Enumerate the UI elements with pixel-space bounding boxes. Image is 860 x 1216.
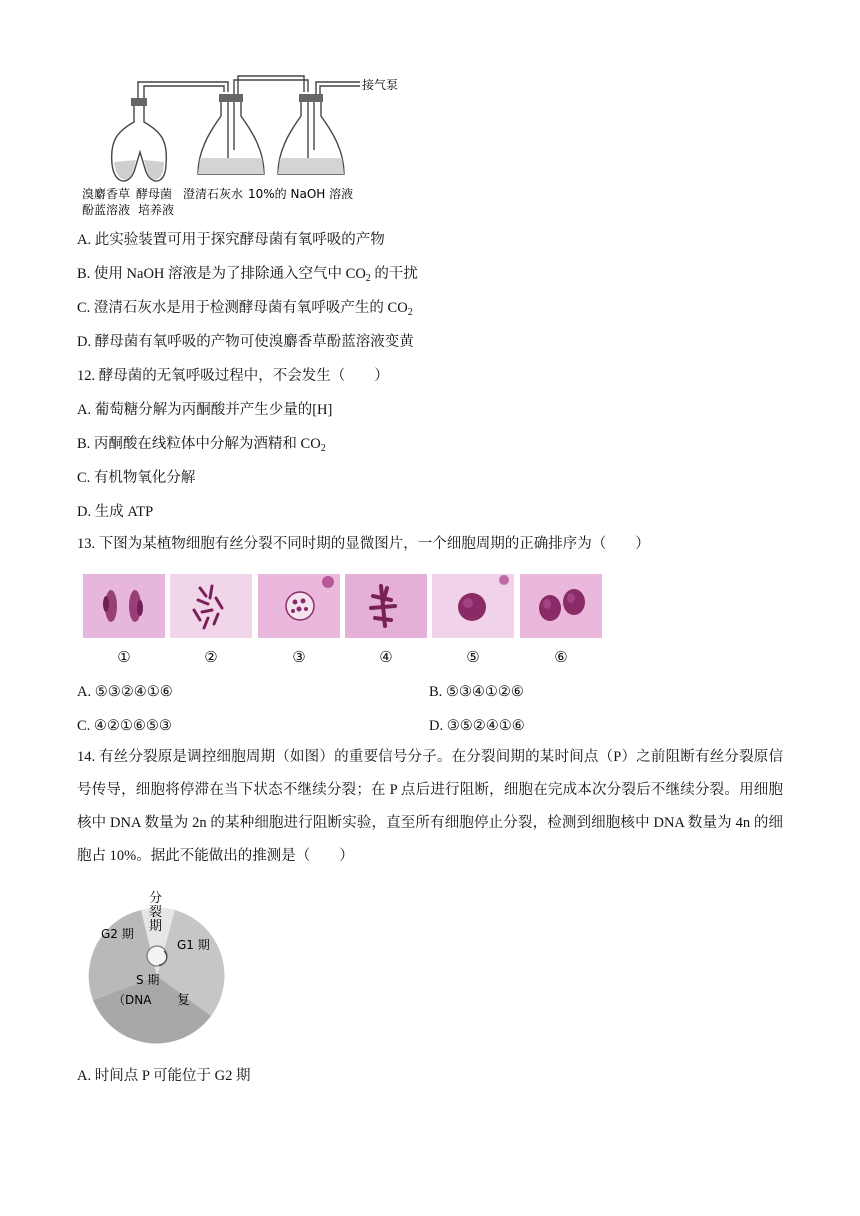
micrograph-5 (432, 574, 514, 638)
q12-option-d: D. 生成 ATP (77, 504, 154, 520)
q14-stem: 14. 有丝分裂原是调控细胞周期（如图）的重要信号分子。在分裂间期的某时间点（P）之前阻断有丝分裂原信号传导，细胞将停滞在当下状态不继续分裂；在 P 点后进行阻断，细胞在完成本次分裂后不继续分裂。用细胞核中 DNA 数量为 2n 的某种细胞进行阻断实验，直至所有细胞停止分裂，检测到细胞核中 DNA 数量为 4n 的细胞占 10%。据此不能做出的推测是（ ） (77, 749, 783, 864)
q12-option-c: C. 有机物氧化分解 (77, 470, 196, 486)
yeast-culture-label-2: 培养液 (138, 203, 175, 217)
s-phase-label: S 期 (136, 973, 160, 987)
micrograph-1-number: ① (117, 650, 131, 666)
micrograph-4 (345, 574, 427, 638)
micrograph-5-number: ⑤ (466, 650, 480, 666)
micrograph-2-number: ② (204, 650, 218, 666)
micrograph-6 (520, 574, 602, 638)
bromothymol-label-2: 酚蓝溶液 (82, 203, 131, 217)
q12-option-b-subscript: 2 (320, 443, 326, 454)
micrograph-4-image (345, 574, 427, 638)
q11-option-c-text: C. 澄清石灰水是用于检测酵母菌有氧呼吸产生的 CO (77, 300, 408, 316)
q11-option-c-subscript: 2 (407, 307, 413, 318)
q13-option-a: A. ⑤③②④①⑥ (77, 684, 173, 700)
q14-option-a: A. 时间点 P 可能位于 G2 期 (77, 1068, 251, 1084)
cell-cycle-diagram (85, 888, 230, 1048)
cell-cycle-pie (85, 888, 230, 1048)
replication-label: 复 (177, 993, 191, 1008)
micrograph-6-number: ⑥ (554, 650, 568, 666)
micrograph-3-number: ③ (292, 650, 306, 666)
yeast-respiration-apparatus (76, 72, 416, 222)
mitosis-label-1: 分 (149, 891, 163, 906)
q11-option-b-tail: 的干扰 (370, 266, 418, 282)
dna-label: （DNA (113, 993, 152, 1007)
q11-option-a: A. 此实验装置可用于探究酵母菌有氧呼吸的产物 (77, 232, 385, 248)
micrograph-5-image (432, 574, 514, 638)
bromothymol-label-1: 溴麝香草 (82, 187, 131, 201)
q11-option-d: D. 酵母菌有氧呼吸的产物可使溴麝香草酚蓝溶液变黄 (77, 334, 414, 350)
micrograph-2 (170, 574, 252, 638)
micrograph-6-image (520, 574, 602, 638)
micrograph-2-image (170, 574, 252, 638)
mitosis-label-2: 裂 (149, 905, 163, 920)
micrograph-1 (83, 574, 165, 638)
g2-label: G2 期 (101, 927, 134, 941)
micrograph-3-image (258, 574, 340, 638)
q12-option-b (77, 434, 326, 459)
q13-option-c: C. ④②①⑥⑤③ (77, 718, 172, 734)
naoh-label: 10%的 NaOH 溶液 (248, 187, 354, 201)
q11-option-b (77, 264, 418, 289)
apparatus-drawing (76, 72, 416, 222)
g1-label: G1 期 (177, 938, 210, 952)
q12-option-b-text: B. 丙酮酸在线粒体中分解为酒精和 CO (77, 436, 321, 452)
pump-label: 接气泵 (362, 78, 399, 92)
q11-option-b-text: B. 使用 NaOH 溶液是为了排除通入空气中 CO (77, 266, 366, 282)
mitosis-label-3: 期 (149, 919, 163, 934)
q13-option-b: B. ⑤③④①②⑥ (429, 684, 524, 700)
yeast-culture-label-1: 酵母菌 (136, 187, 173, 201)
limewater-label: 澄清石灰水 (183, 187, 244, 201)
q11-option-b-subscript: 2 (365, 273, 371, 284)
micrograph-4-number: ④ (379, 650, 393, 666)
q13-stem: 13. 下图为某植物细胞有丝分裂不同时期的显微图片，一个细胞周期的正确排序为（ ） (77, 536, 650, 552)
q13-option-d: D. ③⑤②④①⑥ (429, 718, 525, 734)
micrograph-1-image (83, 574, 165, 638)
q11-option-c (77, 298, 413, 323)
q12-stem: 12. 酵母菌的无氧呼吸过程中，不会发生（ ） (77, 368, 389, 384)
q12-option-a: A. 葡萄糖分解为丙酮酸并产生少量的[H] (77, 402, 333, 418)
micrograph-3 (258, 574, 340, 638)
